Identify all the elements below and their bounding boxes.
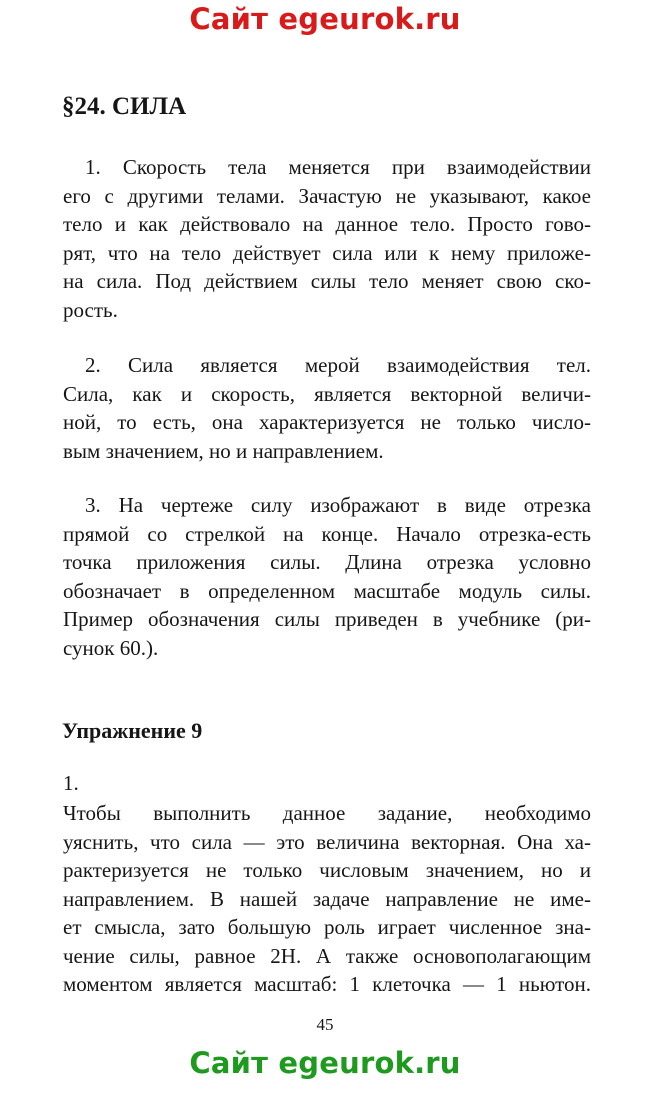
text-line: 3. На чертеже силу изображают в виде отрезка bbox=[85, 493, 591, 517]
section-title: §24. СИЛА bbox=[62, 93, 187, 120]
text-line: моментом является масштаб: 1 клеточка — 1 ньютон. bbox=[63, 972, 591, 996]
text-line: чение силы, равное 2Н. А также основополагающим bbox=[63, 943, 591, 968]
paragraph-3 bbox=[63, 491, 591, 662]
text-line: Пример обозначения силы приведен в учебнике (ри- bbox=[63, 607, 591, 631]
text-line: точка приложения силы. Длина отрезка условно bbox=[63, 550, 591, 574]
text-line: Чтобы выполнить данное задание, необходимо bbox=[63, 801, 591, 825]
text-line: рость. bbox=[63, 297, 118, 322]
text-line: рят, что на тело действует сила или к нему приложе- bbox=[63, 240, 591, 265]
text-line: на сила. Под действием силы тело меняет свою ско- bbox=[63, 269, 591, 293]
text-line: тело и как действовало на данное тело. Просто гово- bbox=[63, 212, 591, 236]
text-line: его с другими телами. Зачастую не указывают, какое bbox=[63, 183, 591, 208]
text-line: сунок 60.). bbox=[63, 635, 159, 660]
exercise-item-number: 1. bbox=[63, 771, 79, 795]
exercise-answer bbox=[63, 799, 591, 999]
text-line: прямой со стрелкой на конце. Начало отрезка-есть bbox=[63, 521, 591, 546]
text-line: уяснить, что сила — это величина векторная. Она ха- bbox=[63, 829, 591, 854]
page-number: 45 bbox=[316, 1015, 334, 1034]
exercise-title: Упражнение 9 bbox=[62, 718, 203, 743]
watermark-bottom: Сайт egeurok.ru bbox=[189, 1046, 461, 1080]
text-line: ет смысла, зато большую роль играет численное зна- bbox=[63, 915, 591, 939]
text-line: 1. Скорость тела меняется при взаимодействии bbox=[85, 155, 591, 179]
text-line: ной, то есть, она характеризуется не только число- bbox=[63, 410, 591, 434]
paragraph-1 bbox=[63, 153, 591, 324]
watermark-top: Сайт egeurok.ru bbox=[189, 2, 461, 36]
text-line: 2. Сила является мерой взаимодействия тел. bbox=[85, 353, 591, 377]
text-line: направлением. В нашей задаче направление не име- bbox=[63, 886, 591, 911]
text-line: рактеризуется не только числовым значением, но и bbox=[63, 858, 591, 882]
text-line: обозначает в определенном масштабе модуль силы. bbox=[63, 578, 591, 603]
text-line: Сила, как и скорость, является векторной величи- bbox=[63, 381, 591, 406]
text-line: вым значением, но и направлением. bbox=[63, 438, 384, 463]
paragraph-2 bbox=[63, 351, 591, 465]
